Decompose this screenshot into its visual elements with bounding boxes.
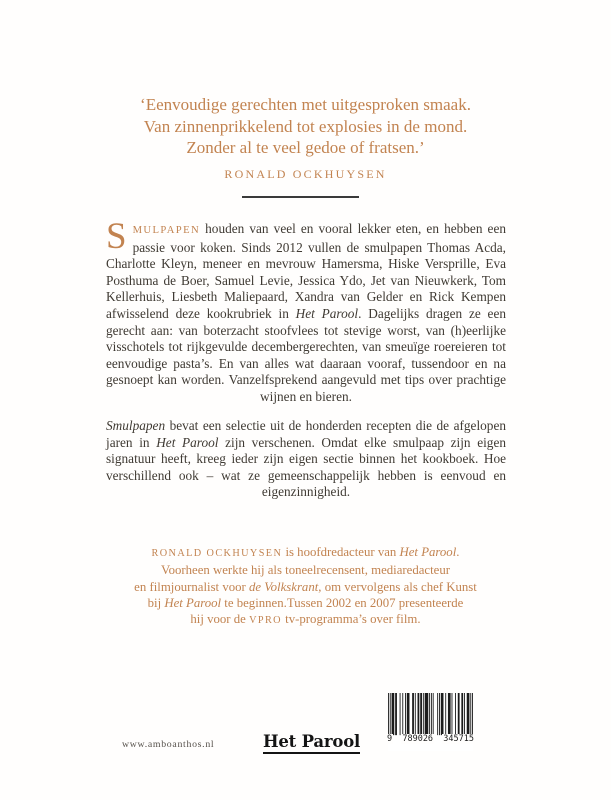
quote-line-3: Zonder al te veel gedoe of fratsen.’ bbox=[186, 138, 425, 157]
section-divider bbox=[242, 196, 359, 198]
book-description-paragraph-2: Smulpapen bevat een selectie uit de honderden recepten die de afgelopen jaren in Het Parool zijn verschenen. Omdat elke smulpaap zijn eigen signatuur heeft, kreeg ieder zijn eigen sectie binnen het kookboek. Hoe verschillend ook – wat ze gemeenschappelijk hebben is eenvoud en eigenzinnigheid. bbox=[106, 418, 506, 500]
book-description-paragraph-1: SMULPAPEN houden van veel en vooral lekker eten, en hebben een passie voor koken. Sinds 2012 vullen de smulpapen Thomas Acda, Charlotte Kleyn, meneer en mevrouw Hamersma, Hiske Versprille, Eva Posthuma de Boer, Samuel Levie, Jessica Ydo, Jet van Nieuwkerk, Tom Kellerhuis, Liesbeth Maliepaard, Xandra van Gelder en Rick Kempen afwisselend deze kookrubriek in Het Parool. Dagelijks dragen ze een gerecht aan: van boterzacht stoofvlees tot stevige worst, van (h)eerlijke visschotels tot rijkgevulde decembergerechten, van smeuïge roereieren tot eenvoudige pasta’s. En van alles wat daaraan vooraf, tussendoor en na gesnoept kan worden. Vanzelfsprekend aangevuld met tips over prachtige wijnen en bieren. bbox=[106, 216, 507, 404]
isbn-digit-group-2: 789026 bbox=[402, 734, 434, 744]
quote-line-1: ‘Eenvoudige gerechten met uitgesproken smaak. bbox=[140, 95, 471, 114]
quote-line-2: Van zinnenprikkelend tot explosies in de mond. bbox=[143, 116, 468, 136]
isbn-barcode bbox=[388, 693, 473, 751]
het-parool-logo: Het Parool bbox=[263, 732, 360, 754]
isbn-digits bbox=[386, 734, 475, 744]
author-bio: RONALD OCKHUYSEN is hoofdredacteur van Het Parool. Voorheen werkte hij als toneelrecensent, mediaredacteur en filmjournalist voor de Volkskrant, om vervolgens als chef Kunst bij Het Parool te beginnen.Tussen 2002 en 2007 presenteerde hij voor de VPRO tv-programma’s over film. bbox=[134, 545, 477, 627]
review-quote bbox=[0, 94, 611, 185]
publisher-website: www.amboanthos.nl bbox=[122, 739, 215, 750]
quote-attribution: RONALD OCKHUYSEN bbox=[224, 166, 387, 181]
isbn-digit-group-3: 345715 bbox=[443, 734, 474, 744]
isbn-digit-group-1: 9 bbox=[387, 734, 393, 744]
